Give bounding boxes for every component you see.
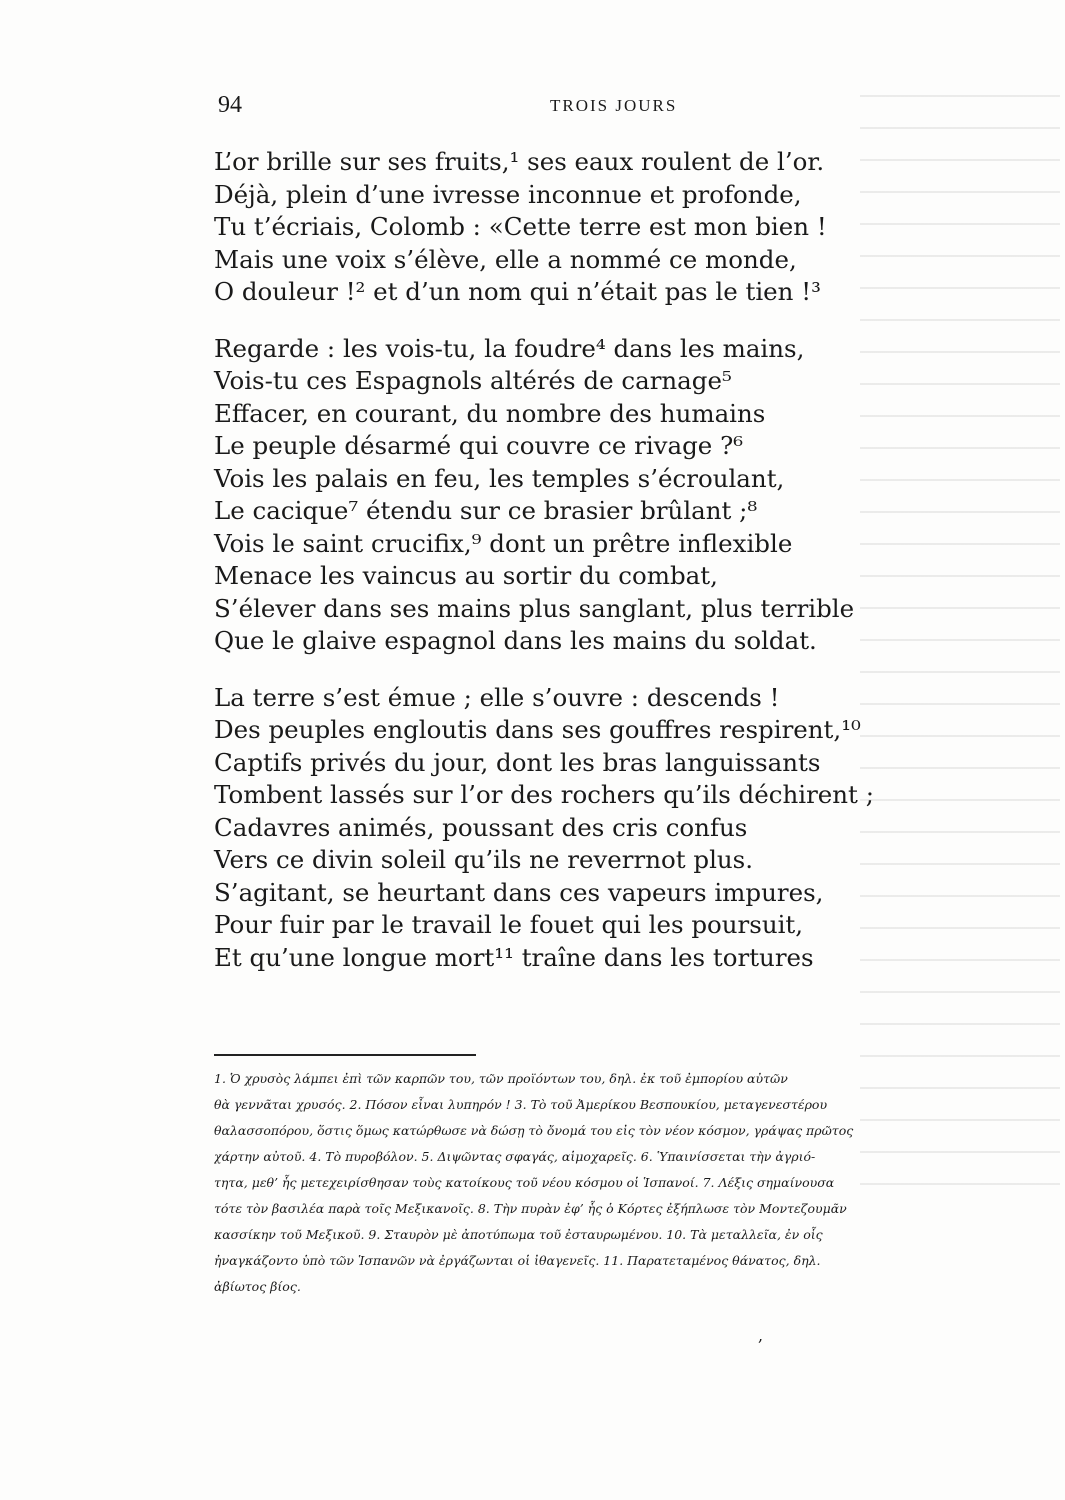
page-header [218, 92, 938, 120]
verse-line: Tu t’écriais, Colomb : «Cette terre est mon bien ! [214, 212, 827, 241]
verse-line: Menace les vaincus au sortir du combat, [214, 561, 718, 590]
footnote-line: θαλασσοπόρου, ὅστις ὅμως κατώρθωσε νὰ δώσῃ τὸ ὄνομά του εἰς τὸν νέον κόσμον, γράψας πρῶτος [214, 1123, 854, 1138]
verse-line: O douleur !² et d’un nom qui n’était pas le tien !³ [214, 277, 821, 306]
verse-line: Que le glaive espagnol dans les mains du soldat. [214, 626, 817, 655]
footnote-line: τητα, μεθ’ ἧς μετεχειρίσθησαν τοὺς κατοίκους τοῦ νέου κόσμου οἱ Ἱσπανοί. 7. Λέξις σημαίνουσα [214, 1175, 835, 1190]
verse-line: Vois les palais en feu, les temples s’écroulant, [214, 463, 785, 493]
verse-line: Effacer, en courant, du nombre des humains [214, 398, 766, 428]
verse-line: Déjà, plein d’une ivresse inconnue et profonde, [214, 179, 802, 209]
verse-line: Regarde : les vois-tu, la foudre⁴ dans les mains, [214, 333, 805, 363]
verse-line: Vois le saint crucifix,⁹ dont un prêtre inflexible [214, 528, 793, 558]
verse-line: La terre s’est émue ; elle s’ouvre : descends ! [214, 682, 780, 712]
running-head: TROIS JOURS [550, 96, 678, 115]
footnote-line: κασσίκην τοῦ Μεξικοῦ. 9. Σταυρὸν μὲ ἀποτύπωμα τοῦ ἐσταυρωμένου. 10. Τὰ μεταλλεῖα, ἐν οἷς [214, 1227, 823, 1242]
footnote-line: ἠναγκάζοντο ὑπὸ τῶν Ἱσπανῶν νὰ ἐργάζωνται οἱ ἰθαγενεῖς. 11. Παρατεταμένος θάνατος, δηλ. [214, 1253, 821, 1268]
verse-line: Des peuples engloutis dans ses gouffres respirent,¹⁰ [214, 715, 861, 744]
stanza [214, 146, 954, 309]
page-number: 94 [218, 92, 242, 118]
verse-line: L’or brille sur ses fruits,¹ ses eaux roulent de l’or. [214, 147, 825, 176]
verse-line: Et qu’une longue mort¹¹ traîne dans les tortures [214, 942, 814, 972]
footnote-line: θὰ γεννᾶται χρυσός. 2. Πόσον εἶναι λυπηρόν ! 3. Τὸ τοῦ Ἀμερίκου Βεσπουκίου, μεταγενεστέρου [214, 1097, 828, 1112]
verse-line: Vers ce divin soleil qu’ils ne reverrnot plus. [214, 845, 754, 874]
verse-line: Le peuple désarmé qui couvre ce rivage ?⁶ [214, 431, 744, 460]
verse-line: Mais une voix s’élève, elle a nommé ce monde, [214, 244, 797, 274]
stray-ink-mark: , [758, 1326, 764, 1345]
verse-line: Vois-tu ces Espagnols altérés de carnage⁵ [214, 366, 732, 395]
stanza [214, 333, 954, 658]
stanza [214, 682, 954, 975]
footnotes [214, 1066, 1038, 1300]
footnote-line: ἀβίωτος βίος. [214, 1279, 301, 1294]
verse-line: S’agitant, se heurtant dans ces vapeurs impures, [214, 877, 824, 907]
footnote-line: τότε τὸν βασιλέα παρὰ τοῖς Μεξικανοῖς. 8. Τὴν πυρὰν ἐφ’ ἧς ὁ Κόρτες ἐξήπλωσε τὸν Μοντεζουμᾶν [214, 1201, 847, 1216]
verse-line: Captifs privés du jour, dont les bras languissants [214, 747, 821, 777]
verse-line: Le cacique⁷ étendu sur ce brasier brûlant ;⁸ [214, 496, 758, 525]
verse-line: Pour fuir par le travail le fouet qui les poursuit, [214, 910, 804, 939]
footnote-rule [214, 1054, 476, 1056]
poem-text [214, 146, 954, 974]
verse-line: Tombent lassés sur l’or des rochers qu’ils déchirent ; [214, 780, 874, 809]
footnote-line: χάρτην αὐτοῦ. 4. Τὸ πυροβόλον. 5. Διψῶντας σφαγάς, αἱμοχαρεῖς. 6. Ὑπαινίσσεται τὴν ἀγριό- [214, 1149, 816, 1164]
footnote-line: 1. Ὁ χρυσὸς λάμπει ἐπὶ τῶν καρπῶν του, τῶν προϊόντων του, δηλ. ἐκ τοῦ ἐμπορίου αὐτῶν [214, 1071, 788, 1086]
verse-line: S’élever dans ses mains plus sanglant, plus terrible [214, 593, 855, 623]
verse-line: Cadavres animés, poussant des cris confus [214, 812, 748, 842]
